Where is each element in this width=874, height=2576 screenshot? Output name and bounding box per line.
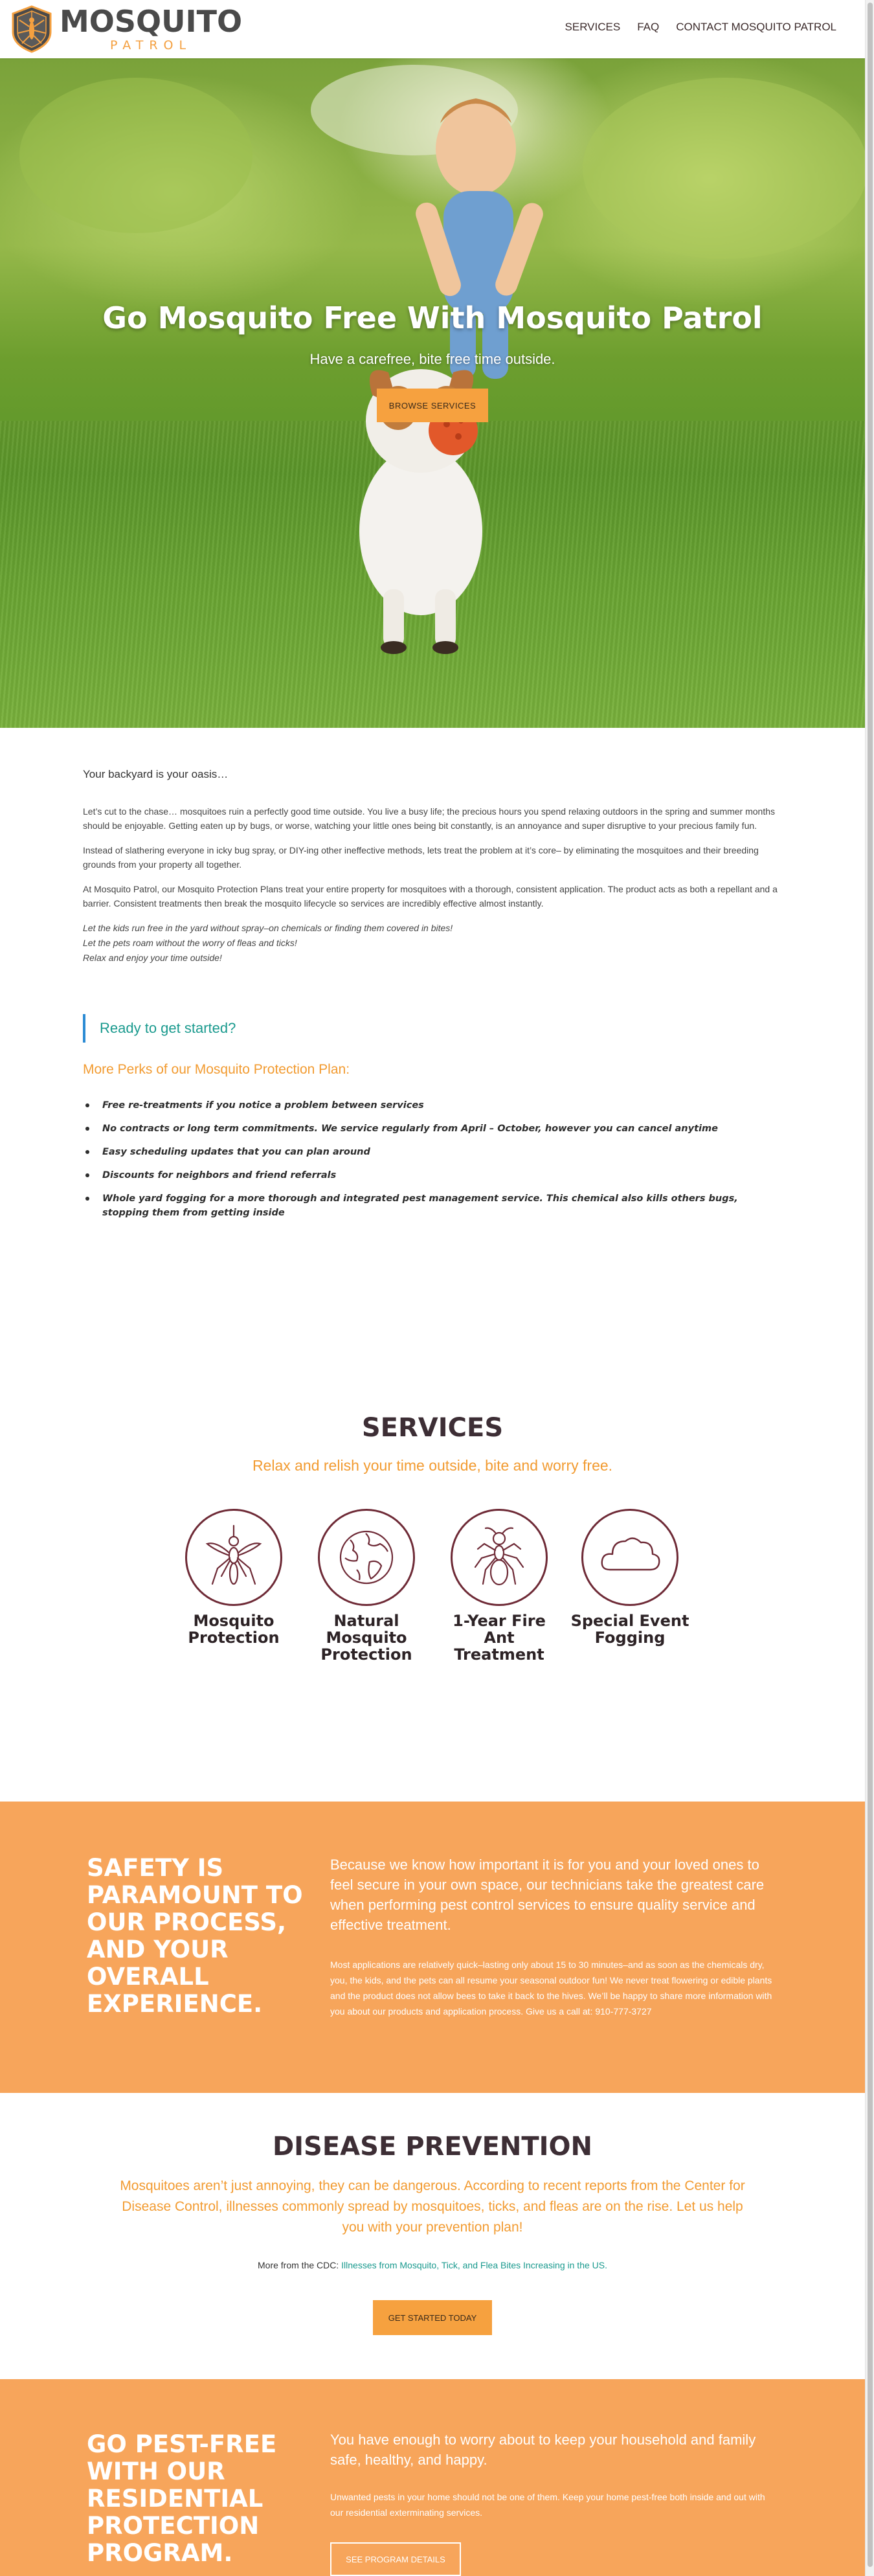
intro-paragraph: Let’s cut to the chase… mosquitoes ruin a perfectly good time outside. You live a busy life; the precious hours you spend relaxing outdoors in the spring and summer months should be enjoyable. Getting eaten up by bugs, or worse, watching your little ones being bit constantly, is an annoyance and super disruptive to your precious family fun. <box>83 806 776 831</box>
service-icon-circle <box>185 1509 282 1606</box>
mosquito-badge-icon <box>9 5 54 54</box>
perks-title: More Perks of our Mosquito Protection Plan: <box>83 1062 350 1077</box>
intro-lead: Your backyard is your oasis… <box>83 768 229 780</box>
safety-body: Most applications are relatively quick–lasting only about 15 to 30 minutes–and as soon as the chemicals dry, you, the kids, and the pets can all resume your seasonal outdoor fun! We never treat flowering or edible plants and the product does not allow bees to take it back to the hives. We’ll be happy to share more information with you about our products and application process. Give us a call at: 910-777-3727 <box>330 1960 772 2017</box>
intro-section <box>83 768 783 966</box>
nav-services[interactable]: SERVICES <box>565 21 621 33</box>
cloud-icon <box>594 1522 666 1593</box>
globe-icon <box>331 1522 402 1593</box>
disease-title: DISEASE PREVENTION <box>272 2132 593 2162</box>
browse-services-button[interactable]: BROWSE SERVICES <box>377 389 488 422</box>
perk-item: Discounts for neighbors and friend referrals <box>83 1168 769 1182</box>
service-label: Mosquito Protection <box>188 1612 280 1647</box>
service-event-fogging[interactable] <box>568 1509 691 1646</box>
mosquito-icon <box>198 1522 269 1593</box>
safety-lead: Because we know how important it is for you and your loved ones to feel secure in your own space, our technicians take the greatest care when performing pest control services to ensure quality service and effective treatment. <box>330 1857 765 1933</box>
service-mosquito-protection[interactable] <box>172 1509 295 1646</box>
main-nav <box>565 21 836 34</box>
service-fire-ant[interactable] <box>438 1509 561 1663</box>
hero-banner <box>0 58 865 728</box>
logo-wordmark <box>60 6 242 52</box>
site-header <box>0 0 865 58</box>
ready-callout[interactable] <box>83 1014 236 1043</box>
see-program-details-button[interactable]: SEE PROGRAM DETAILS <box>330 2542 461 2576</box>
site-logo[interactable] <box>9 4 242 54</box>
intro-italic-line: Let the pets roam without the worry of fleas and ticks! <box>83 938 297 948</box>
perks-list <box>83 1098 769 1229</box>
nav-contact[interactable]: CONTACT MOSQUITO PATROL <box>676 21 836 33</box>
safety-section <box>0 1802 865 2093</box>
ant-icon <box>464 1522 535 1593</box>
scrollbar-thumb[interactable] <box>868 3 873 2567</box>
intro-italic-line: Relax and enjoy your time outside! <box>83 953 222 963</box>
intro-italic-block <box>83 921 783 966</box>
cdc-line <box>0 2260 865 2270</box>
safety-heading: SAFETY IS PARAMOUNT TO OUR PROCESS, AND YOUR OVERALL EXPERIENCE. <box>87 1854 303 2018</box>
logo-main-text: MOSQUITO <box>60 4 243 39</box>
service-icon-circle <box>451 1509 548 1606</box>
perk-item: No contracts or long term commitments. We service regularly from April – October, however you can cancel anytime <box>83 1122 769 1136</box>
intro-italic-line: Let the kids run free in the yard without spray–on chemicals or finding them covered in bites! <box>83 923 453 933</box>
disease-text: Mosquitoes aren’t just annoying, they can be dangerous. According to recent reports from the Center for Disease Control, illnesses commonly spread by mosquitoes, ticks, and fleas are on the rise. Let us help you with your prevention plan! <box>120 2178 745 2235</box>
service-icon-circle <box>318 1509 415 1606</box>
service-label: Special Event Fogging <box>570 1612 689 1647</box>
cdc-link[interactable]: Illnesses from Mosquito, Tick, and Flea Bites Increasing in the US. <box>341 2260 607 2270</box>
services-title: SERVICES <box>361 1413 504 1443</box>
service-label: 1-Year Fire Ant Treatment <box>453 1612 546 1664</box>
service-label: Natural Mosquito Protection <box>320 1612 412 1664</box>
service-icon-circle <box>581 1509 678 1606</box>
residential-section <box>0 2379 865 2576</box>
residential-lead: You have enough to worry about to keep your household and family safe, healthy, and happy. <box>330 2432 756 2468</box>
intro-paragraph: At Mosquito Patrol, our Mosquito Protection Plans treat your entire property for mosquitoes with a thorough, consistent application. The product acts as both a repellant and a barrier. Consistent treatments then break the mosquito lifecycle so services are incredibly effective almost instantly. <box>83 884 778 909</box>
services-subtitle: Relax and relish your time outside, bite and worry free. <box>252 1457 613 1474</box>
page-scrollbar[interactable] <box>865 0 874 2576</box>
logo-sub-text: PATROL <box>109 38 192 52</box>
nav-faq[interactable]: FAQ <box>637 21 660 33</box>
ready-callout-text: Ready to get started? <box>100 1020 236 1036</box>
cdc-prefix: More from the CDC: <box>258 2260 339 2270</box>
hero-subtitle: Have a carefree, bite free time outside. <box>309 351 555 367</box>
get-started-button[interactable]: GET STARTED TODAY <box>373 2300 492 2335</box>
perk-item: Free re-treatments if you notice a problem between services <box>83 1098 769 1113</box>
perk-item: Whole yard fogging for a more thorough and integrated pest management service. This chemical also kills others bugs, stopping them from getting inside <box>83 1192 769 1220</box>
service-natural-protection[interactable] <box>305 1509 428 1663</box>
hero-title: Go Mosquito Free With Mosquito Patrol <box>102 300 763 335</box>
residential-heading: GO PEST-FREE WITH OUR RESIDENTIAL PROTECTION PROGRAM. <box>87 2430 277 2567</box>
intro-paragraph: Instead of slathering everyone in icky bug spray, or DIY-ing other ineffective methods, lets treat the problem at it’s core– by eliminating the mosquitoes and their breeding grounds from your property all together. <box>83 845 759 870</box>
perk-item: Easy scheduling updates that you can plan around <box>83 1145 769 1159</box>
residential-body: Unwanted pests in your home should not be one of them. Keep your home pest-free both inside and out with our residential exterminating services. <box>330 2492 765 2518</box>
